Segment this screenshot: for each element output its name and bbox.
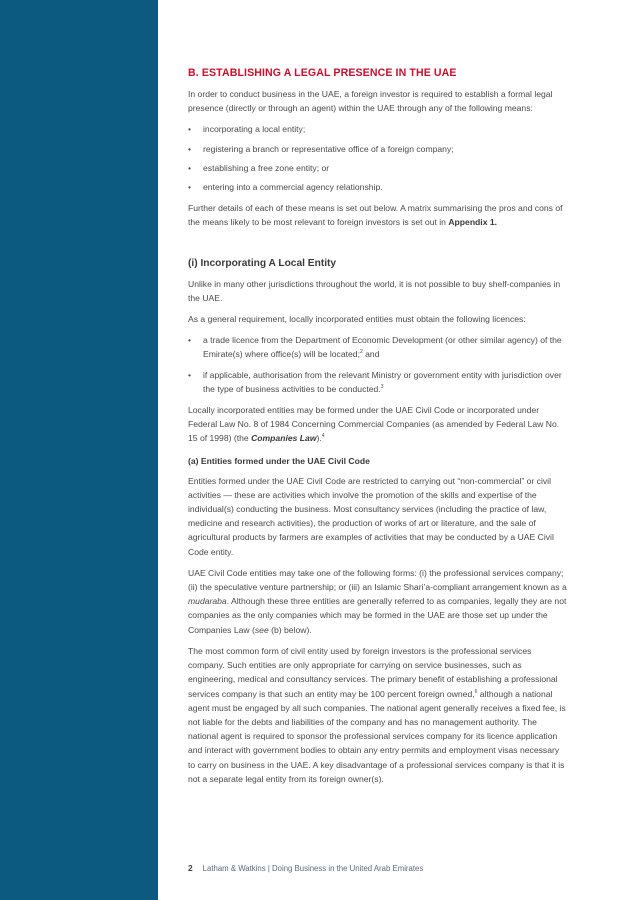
defined-term: Companies Law bbox=[251, 433, 317, 444]
further-details-paragraph: Further details of each of these means is set out below. A matrix summarising the pros and cons of the means likely to be most relevant to foreign investors is set out in Appendix 1. bbox=[188, 203, 563, 228]
sub-heading: (i) Incorporating A Local Entity bbox=[188, 257, 337, 269]
locally-incorporated-paragraph: Locally incorporated entities may be formed under the UAE Civil Code or incorporated under Federal Law No. 8 of 1984 Concerning Commercial Companies (as amended by Federal Law No. 15 of 1998) (the Companies Law).$^4$ bbox=[188, 405, 560, 444]
entities-paragraph: Entities formed under the UAE Civil Code are restricted to carrying out “non-commercial” or civil activities — these are activities which involve the promotion of the skills and expertise of the individual(s) conducting the business. Most consultancy services (including the practice of law, medicine and research activities), the production of works of art or literature, and the sale of agricultural products by farmers are examples of activities that may be conducted by a UAE Civil Code entity. bbox=[188, 475, 554, 557]
licences-list bbox=[188, 333, 568, 396]
footnote-ref: 6 bbox=[474, 688, 478, 695]
common-form-paragraph: The most common form of civil entity used by foreign investors is the professional services company. Such entities are only appropriate for carrying on service businesses, such as engineering, medical and consultancy services. The primary benefit of establishing a professional services company is that such an entity may be 100 percent foreign owned,$^6$ although a national agent must be engaged by all such companies. The national agent generally receives a fixed fee, is not liable for the debts and liabilities of the company and has no management authority. The national agent is required to sponsor the professional services company for its licence application and interact with government bodies to obtain any entry permits and employment visas necessary to carry on business in the UAE. A key disadvantage of a professional services company is that it is not a separate legal entity from its foreign owner(s). bbox=[188, 645, 566, 784]
sidebar-band bbox=[0, 0, 158, 900]
intro-paragraph: In order to conduct business in the UAE, a foreign investor is required to establish a formal legal presence (directly or through an agent) within the UAE through any of the following means: bbox=[188, 89, 553, 114]
means-list bbox=[188, 122, 568, 194]
subsub-heading: (a) Entities formed under the UAE Civil Code bbox=[188, 455, 370, 466]
general-requirement-paragraph: As a general requirement, locally incorporated entities must obtain the following licences: bbox=[188, 314, 526, 325]
list-item: • if applicable, authorisation from the relevant Ministry or government entity with jurisdiction over the type of business activities to be conducted.$^3$ bbox=[188, 368, 568, 396]
footer-text: Latham & Watkins | Doing Business in the United Arab Emirates bbox=[202, 864, 424, 873]
forms-paragraph: UAE Civil Code entities may take one of the following forms: (i) the professional services company; (ii) the speculative venture partnership; or (iii) an Islamic Shari’a-compliant arrangement known as a mudaraba. Although these three entities are generally referred to as companies, legally they are not companies as the only companies which may be formed in the UAE are those set up under the Companies Law (see (b) below). bbox=[188, 567, 567, 635]
list-item: • a trade licence from the Department of Economic Development (or other similar agency) of the Emirate(s) where office(s) will be located;$^2$ and bbox=[188, 333, 568, 361]
section-heading: B. ESTABLISHING A LEGAL PRESENCE IN THE UAE bbox=[188, 67, 457, 79]
footnote-ref: 4 bbox=[321, 433, 325, 440]
list-item: • establishing a free zone entity; or bbox=[188, 161, 568, 175]
page-footer bbox=[188, 863, 423, 873]
unlike-paragraph: Unlike in many other jurisdictions throughout the world, it is not possible to buy shelf-companies in the UAE. bbox=[188, 278, 561, 303]
appendix-reference: Appendix 1 bbox=[448, 217, 495, 228]
page-content bbox=[188, 66, 568, 793]
list-item: • registering a branch or representative office of a foreign company; bbox=[188, 142, 568, 156]
footnote-ref: 3 bbox=[380, 383, 384, 390]
list-item: • entering into a commercial agency relationship. bbox=[188, 180, 568, 194]
page-number: 2 bbox=[188, 863, 193, 873]
footnote-ref: 2 bbox=[359, 349, 363, 356]
list-item: • incorporating a local entity; bbox=[188, 122, 568, 136]
